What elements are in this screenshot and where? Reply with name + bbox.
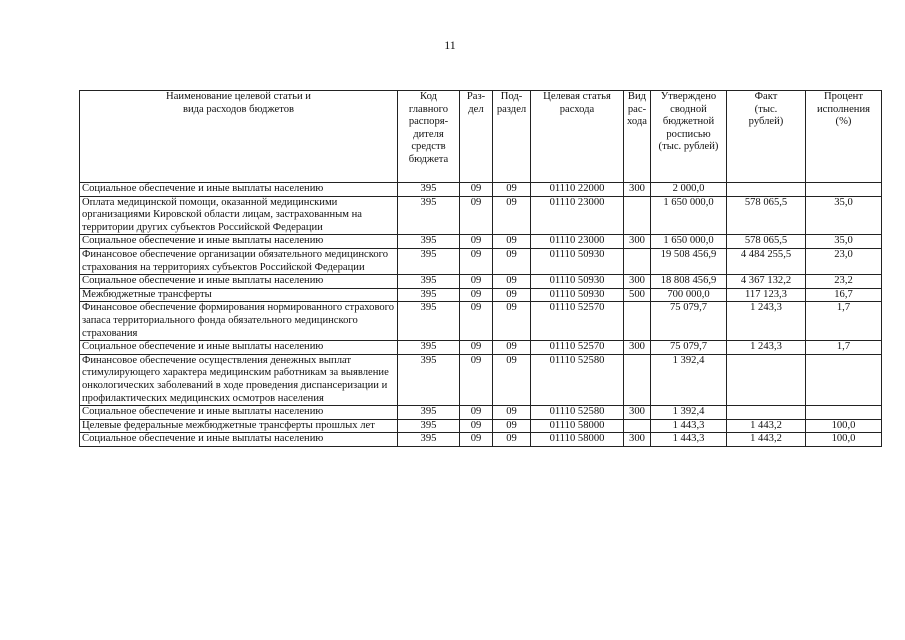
row-section: 09 [460, 275, 493, 289]
row-code: 395 [398, 248, 460, 274]
row-subsection: 09 [493, 354, 531, 405]
row-name: Социальное обеспечение и иные выплаты населению [80, 433, 398, 447]
header-section [460, 91, 493, 183]
row-section: 09 [460, 419, 493, 433]
row-subsection: 09 [493, 275, 531, 289]
row-percent: 100,0 [806, 433, 882, 447]
row-type [624, 354, 651, 405]
row-type [624, 248, 651, 274]
row-approved: 1 443,3 [651, 433, 727, 447]
header-approved-text: Утверждено сводной бюджетной росписью (тыс. рублей) [658, 91, 719, 153]
page-number: 11 [444, 38, 456, 52]
row-section: 09 [460, 406, 493, 420]
row-approved: 2 000,0 [651, 183, 727, 197]
table-header [80, 91, 882, 183]
row-target: 01110 52570 [531, 302, 624, 341]
header-type-text: Вид рас- хода [627, 91, 647, 128]
row-code: 395 [398, 419, 460, 433]
header-subsection [493, 91, 531, 183]
table-row [80, 288, 882, 302]
row-percent: 35,0 [806, 196, 882, 235]
row-type [624, 196, 651, 235]
row-type: 300 [624, 235, 651, 249]
row-type: 300 [624, 341, 651, 355]
row-fact: 4 367 132,2 [727, 275, 806, 289]
row-fact: 1 443,2 [727, 419, 806, 433]
row-name: Оплата медицинской помощи, оказанной медицинскими организациями Кировской области лицам, застрахованным на территории других субъектов Российской Федерации [80, 196, 398, 235]
row-fact: 117 123,3 [727, 288, 806, 302]
row-subsection: 09 [493, 288, 531, 302]
row-name: Финансовое обеспечение формирования нормированного страхового запаса территориального фонда обязательного медицинского страхования [80, 302, 398, 341]
header-target [531, 91, 624, 183]
row-name: Финансовое обеспечение организации обязательного медицинского страхования на территориях субъектов Российской Федерации [80, 248, 398, 274]
row-target: 01110 52580 [531, 406, 624, 420]
row-fact [727, 354, 806, 405]
row-fact: 578 065,5 [727, 235, 806, 249]
row-target: 01110 58000 [531, 419, 624, 433]
row-percent: 100,0 [806, 419, 882, 433]
row-code: 395 [398, 196, 460, 235]
row-percent: 23,0 [806, 248, 882, 274]
header-percent [806, 91, 882, 183]
row-percent: 23,2 [806, 275, 882, 289]
row-subsection: 09 [493, 419, 531, 433]
row-type: 300 [624, 406, 651, 420]
row-target: 01110 50930 [531, 288, 624, 302]
row-code: 395 [398, 433, 460, 447]
row-type: 300 [624, 183, 651, 197]
header-name-text: Наименование целевой статьи и вида расходов бюджетов [166, 91, 311, 115]
row-fact: 4 484 255,5 [727, 248, 806, 274]
row-approved: 75 079,7 [651, 302, 727, 341]
row-target: 01110 22000 [531, 183, 624, 197]
row-subsection: 09 [493, 248, 531, 274]
row-section: 09 [460, 354, 493, 405]
row-percent: 16,7 [806, 288, 882, 302]
row-name: Финансовое обеспечение осуществления денежных выплат стимулирующего характера медицинским работникам за выявление онкологических заболеваний в ходе проведения диспансеризации и профилактических медицинских осмотров населения [80, 354, 398, 405]
table-row [80, 183, 882, 197]
row-code: 395 [398, 183, 460, 197]
table-row [80, 275, 882, 289]
header-target-text: Целевая статья расхода [543, 91, 611, 115]
row-code: 395 [398, 354, 460, 405]
row-target: 01110 50930 [531, 275, 624, 289]
header-type [624, 91, 651, 183]
row-approved: 19 508 456,9 [651, 248, 727, 274]
header-code [398, 91, 460, 183]
row-approved: 75 079,7 [651, 341, 727, 355]
row-type: 300 [624, 433, 651, 447]
row-fact: 1 243,3 [727, 302, 806, 341]
row-subsection: 09 [493, 341, 531, 355]
row-approved: 1 443,3 [651, 419, 727, 433]
row-name: Межбюджетные трансферты [80, 288, 398, 302]
row-approved: 700 000,0 [651, 288, 727, 302]
row-section: 09 [460, 288, 493, 302]
row-fact [727, 406, 806, 420]
table-body [80, 183, 882, 447]
row-section: 09 [460, 248, 493, 274]
row-fact: 1 443,2 [727, 433, 806, 447]
table-row [80, 354, 882, 405]
row-target: 01110 23000 [531, 196, 624, 235]
row-section: 09 [460, 183, 493, 197]
row-name: Целевые федеральные межбюджетные трансферты прошлых лет [80, 419, 398, 433]
row-section: 09 [460, 235, 493, 249]
row-target: 01110 52580 [531, 354, 624, 405]
header-code-text: Код главного распоря- дителя средств бюджета [408, 91, 449, 165]
row-type: 300 [624, 275, 651, 289]
row-code: 395 [398, 302, 460, 341]
table-row [80, 248, 882, 274]
row-approved: 1 650 000,0 [651, 196, 727, 235]
row-subsection: 09 [493, 235, 531, 249]
row-approved: 1 650 000,0 [651, 235, 727, 249]
table-row [80, 235, 882, 249]
row-target: 01110 50930 [531, 248, 624, 274]
row-approved: 1 392,4 [651, 406, 727, 420]
row-subsection: 09 [493, 302, 531, 341]
header-subsection-text: Под- раздел [496, 91, 527, 115]
header-name [80, 91, 398, 183]
row-subsection: 09 [493, 183, 531, 197]
row-target: 01110 52570 [531, 341, 624, 355]
row-code: 395 [398, 288, 460, 302]
row-code: 395 [398, 341, 460, 355]
row-subsection: 09 [493, 196, 531, 235]
row-percent: 1,7 [806, 302, 882, 341]
row-section: 09 [460, 341, 493, 355]
row-type: 500 [624, 288, 651, 302]
row-fact [727, 183, 806, 197]
header-approved [651, 91, 727, 183]
row-name: Социальное обеспечение и иные выплаты населению [80, 183, 398, 197]
row-section: 09 [460, 196, 493, 235]
header-fact [727, 91, 806, 183]
row-name: Социальное обеспечение и иные выплаты населению [80, 235, 398, 249]
row-code: 395 [398, 235, 460, 249]
row-fact: 1 243,3 [727, 341, 806, 355]
row-code: 395 [398, 275, 460, 289]
table-row [80, 419, 882, 433]
row-type [624, 419, 651, 433]
header-fact-text: Факт (тыс. рублей) [748, 91, 784, 128]
row-section: 09 [460, 433, 493, 447]
row-name: Социальное обеспечение и иные выплаты населению [80, 341, 398, 355]
row-target: 01110 23000 [531, 235, 624, 249]
table-row [80, 406, 882, 420]
row-percent: 1,7 [806, 341, 882, 355]
row-percent [806, 354, 882, 405]
header-percent-text: Процент исполнения (%) [816, 91, 871, 128]
row-target: 01110 58000 [531, 433, 624, 447]
row-percent: 35,0 [806, 235, 882, 249]
row-percent [806, 183, 882, 197]
row-approved: 18 808 456,9 [651, 275, 727, 289]
table-row [80, 433, 882, 447]
budget-table [79, 90, 882, 447]
row-name: Социальное обеспечение и иные выплаты населению [80, 275, 398, 289]
row-approved: 1 392,4 [651, 354, 727, 405]
row-percent [806, 406, 882, 420]
row-name: Социальное обеспечение и иные выплаты населению [80, 406, 398, 420]
table-row [80, 196, 882, 235]
row-code: 395 [398, 406, 460, 420]
row-subsection: 09 [493, 433, 531, 447]
row-type [624, 302, 651, 341]
row-subsection: 09 [493, 406, 531, 420]
table-row [80, 341, 882, 355]
header-section-text: Раз- дел [466, 91, 486, 115]
table-row [80, 302, 882, 341]
row-fact: 578 065,5 [727, 196, 806, 235]
row-section: 09 [460, 302, 493, 341]
